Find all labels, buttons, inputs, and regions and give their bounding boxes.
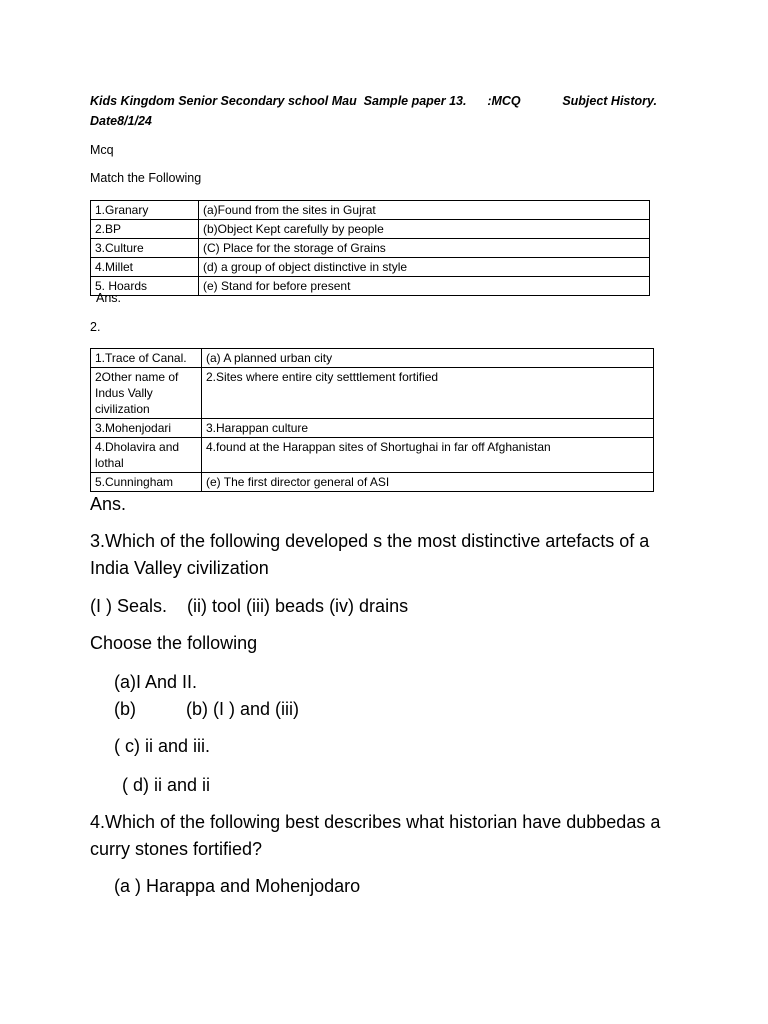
- table-row: [91, 419, 654, 438]
- table-row: [91, 220, 650, 239]
- table-cell-right: 2.Sites where entire city setttlement fortified: [202, 368, 654, 419]
- question-3-option-b-label: (b): [114, 699, 136, 719]
- table-cell-right: (e) Stand for before present: [199, 277, 650, 296]
- table-cell-right: (a)Found from the sites in Gujrat: [199, 201, 650, 220]
- table-row: [91, 438, 654, 473]
- question-4-option-a: (a ) Harappa and Mohenjodaro: [114, 876, 361, 896]
- question-3-option-d: ( d) ii and ii: [122, 775, 211, 795]
- question-3-option-c: ( c) ii and iii.: [114, 736, 211, 756]
- table-row: [91, 473, 654, 492]
- table-cell-right: (d) a group of object distinctive in style: [199, 258, 650, 277]
- table-cell-right: 4.found at the Harappan sites of Shortughai in far off Afghanistan: [202, 438, 654, 473]
- header-line-1: Kids Kingdom Senior Secondary school Mau Sample paper 13. :MCQ Subject History.: [90, 94, 658, 108]
- question-3-items: (I ) Seals. (ii) tool (iii) beads (iv) drains: [90, 596, 409, 616]
- question-2-number: 2.: [90, 320, 101, 334]
- table-row: [91, 201, 650, 220]
- match-table-1: [90, 200, 650, 296]
- table-cell-left: 1.Granary: [91, 201, 199, 220]
- match-heading: Match the Following: [90, 171, 202, 185]
- table-cell-right: (C) Place for the storage of Grains: [199, 239, 650, 258]
- question-3-option-a: (a)I And II.: [114, 672, 198, 692]
- table-cell-right: (e) The first director general of ASI: [202, 473, 654, 492]
- match-table-2: [90, 348, 654, 492]
- table-cell-left: 1.Trace of Canal.: [91, 349, 202, 368]
- table-cell-left: 2Other name of Indus Vally civilization: [91, 368, 202, 419]
- table-cell-right: (b)Object Kept carefully by people: [199, 220, 650, 239]
- answer-label-2: Ans.: [90, 494, 127, 514]
- question-4-text: 4.Which of the following best describes what historian have dubbedas a curry stones fortified?: [90, 812, 661, 859]
- table-cell-left: 5.Cunningham: [91, 473, 202, 492]
- question-3-option-b: (b) (I ) and (iii): [186, 699, 300, 719]
- table-cell-left: 3.Culture: [91, 239, 199, 258]
- question-3-text: 3.Which of the following developed s the most distinctive artefacts of a India Valley civilization: [90, 531, 650, 578]
- table-row: [91, 239, 650, 258]
- table-cell-right: 3.Harappan culture: [202, 419, 654, 438]
- table-cell-left: 4.Millet: [91, 258, 199, 277]
- table-cell-left: 2.BP: [91, 220, 199, 239]
- table-row: [91, 349, 654, 368]
- table-cell-left: 3.Mohenjodari: [91, 419, 202, 438]
- table-cell-left: 5. Hoards: [91, 277, 199, 296]
- header-date: Date8/1/24: [90, 114, 152, 128]
- table-cell-right: (a) A planned urban city: [202, 349, 654, 368]
- mcq-label: Mcq: [90, 143, 114, 157]
- table-row: [91, 368, 654, 419]
- answer-label-1: Ans.: [96, 291, 122, 305]
- table-row: [91, 277, 650, 296]
- question-3-instruction: Choose the following: [90, 633, 258, 653]
- table-row: [91, 258, 650, 277]
- table-cell-left: 4.Dholavira and lothal: [91, 438, 202, 473]
